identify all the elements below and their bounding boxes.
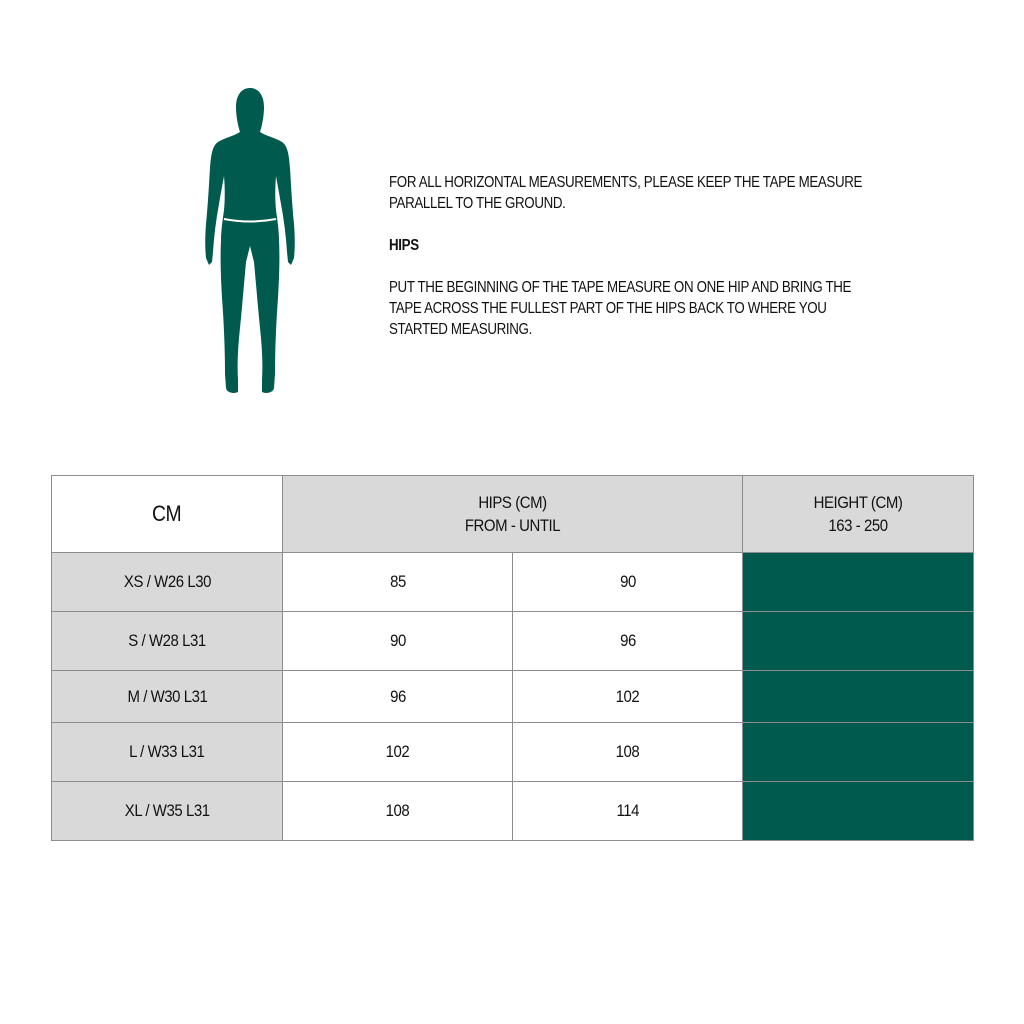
hips-from-cell <box>283 782 513 841</box>
hips-until-cell <box>513 612 743 671</box>
hips-until-cell <box>513 671 743 723</box>
size-label: XL / W35 L31 <box>124 801 210 820</box>
height-header-cell <box>743 476 974 553</box>
woman-silhouette-icon <box>196 84 304 398</box>
size-cell <box>52 723 283 782</box>
measurement-instructions <box>389 172 879 340</box>
hips-from-value: 85 <box>389 572 406 591</box>
unit-header: CM <box>152 501 182 526</box>
size-label: L / W33 L31 <box>129 742 205 761</box>
size-label: S / W28 L31 <box>128 631 206 650</box>
table-row <box>52 671 974 723</box>
height-cell <box>743 671 974 723</box>
hips-from-value: 102 <box>385 742 410 761</box>
hips-until-value: 96 <box>619 631 636 650</box>
table-row <box>52 723 974 782</box>
hips-header-title: HIPS (CM) <box>478 493 547 512</box>
hips-from-cell <box>283 671 513 723</box>
hips-header-range: FROM - UNTIL <box>464 516 561 535</box>
height-cell <box>743 723 974 782</box>
table-row <box>52 553 974 612</box>
hips-from-cell <box>283 612 513 671</box>
height-cell <box>743 612 974 671</box>
hips-until-cell <box>513 782 743 841</box>
hips-from-value: 90 <box>389 631 406 650</box>
height-cell <box>743 553 974 612</box>
hips-until-value: 102 <box>615 686 640 706</box>
size-chart-table <box>51 475 974 841</box>
table-row <box>52 782 974 841</box>
size-cell <box>52 612 283 671</box>
size-cell <box>52 553 283 612</box>
hips-from-value: 96 <box>389 686 406 706</box>
general-instruction: FOR ALL HORIZONTAL MEASUREMENTS, PLEASE KEEP THE TAPE MEASURE PARALLEL TO THE GROUND. <box>389 174 863 212</box>
hips-until-cell <box>513 553 743 612</box>
hips-until-value: 90 <box>619 572 636 591</box>
height-cell <box>743 782 974 841</box>
hips-until-value: 114 <box>616 801 639 820</box>
hips-from-cell <box>283 723 513 782</box>
height-header-title: HEIGHT (CM) <box>813 493 903 512</box>
height-header-range: 163 - 250 <box>828 516 888 535</box>
table-header-row <box>52 476 974 553</box>
size-cell <box>52 782 283 841</box>
unit-header-cell <box>52 476 283 553</box>
size-label: M / W30 L31 <box>127 686 207 706</box>
size-cell <box>52 671 283 723</box>
hips-header-cell <box>283 476 743 553</box>
table-row <box>52 612 974 671</box>
hips-from-cell <box>283 553 513 612</box>
hips-section-title: HIPS <box>389 237 419 254</box>
hips-until-cell <box>513 723 743 782</box>
size-label: XS / W26 L30 <box>123 572 211 591</box>
hips-section-text: PUT THE BEGINNING OF THE TAPE MEASURE ON ONE HIP AND BRING THE TAPE ACROSS THE FULLEST PART OF THE HIPS BACK TO WHERE YOU STARTED MEASURING. <box>389 279 852 338</box>
hips-until-value: 108 <box>615 742 640 761</box>
hips-from-value: 108 <box>385 801 410 820</box>
